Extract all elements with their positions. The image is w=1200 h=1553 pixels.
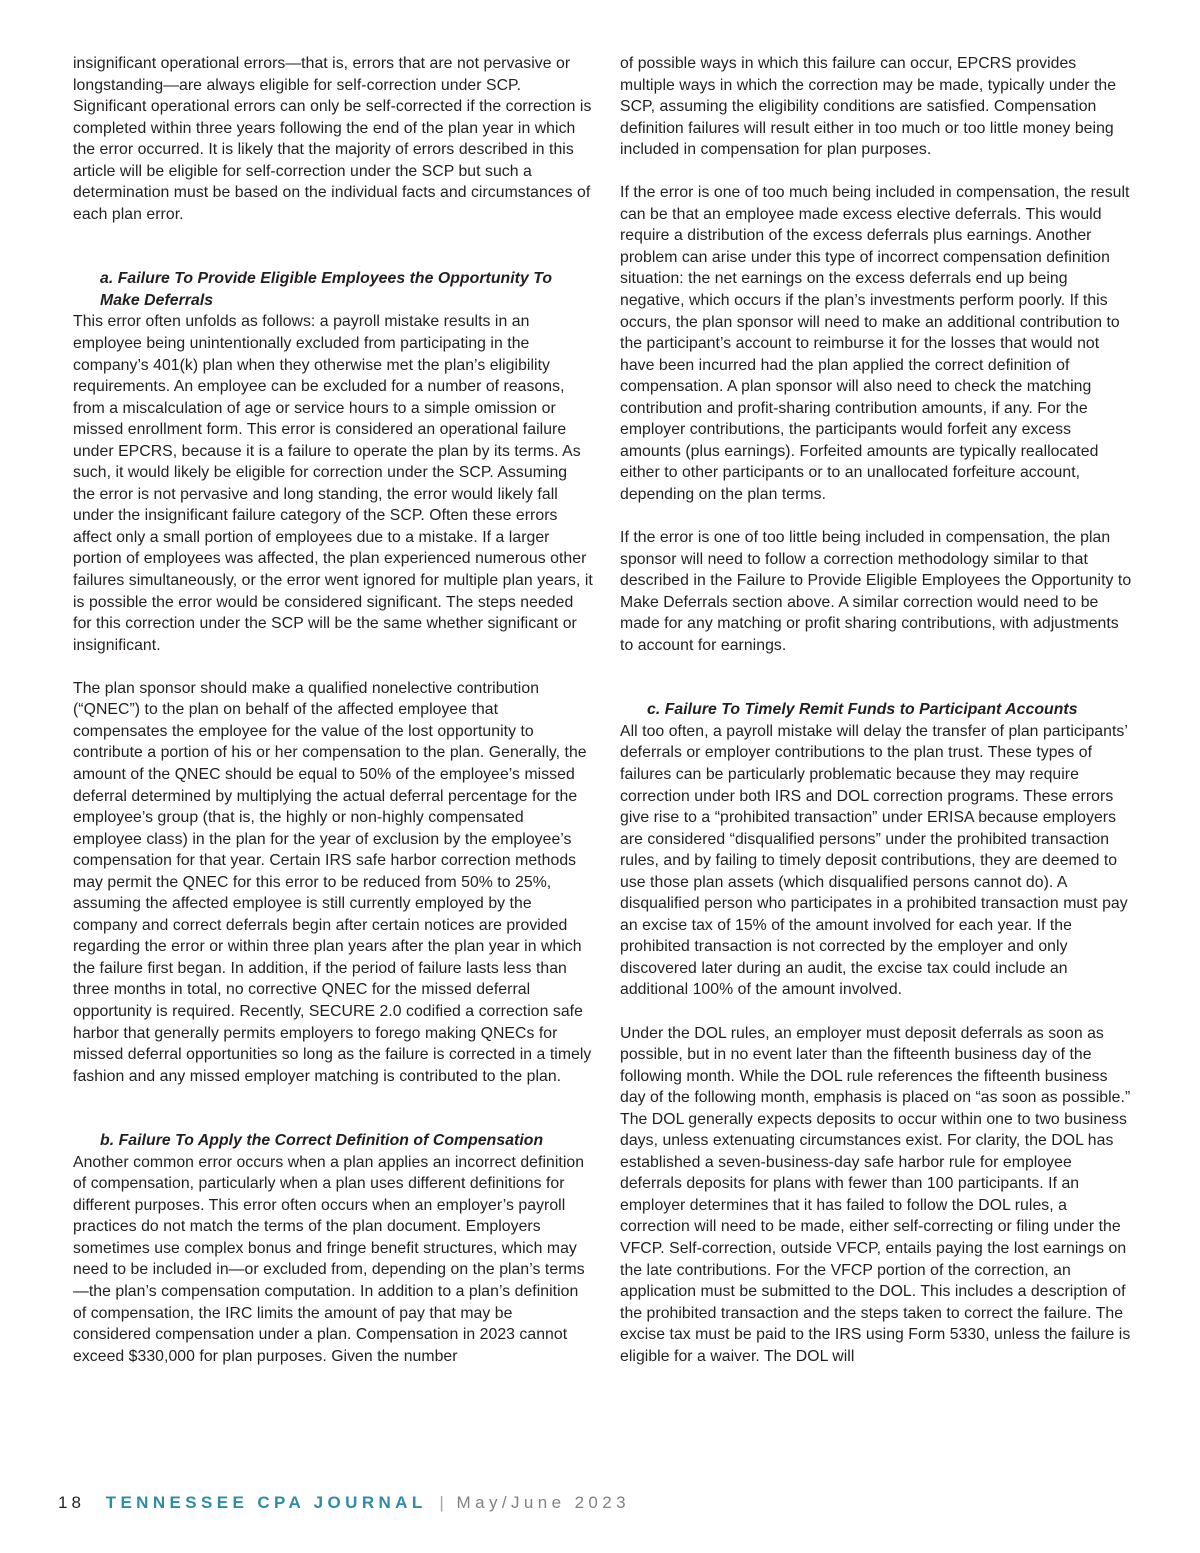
issue-date: May/June 2023 — [456, 1493, 630, 1512]
page-footer — [58, 1490, 630, 1516]
left-column — [73, 53, 593, 1367]
paragraph: All too often, a payroll mistake will delay the transfer of plan participants’ deferrals or employer contributions to the plan trust. These types of failures can be particularly problematic because they may require correction under both IRS and DOL correction programs. These errors give rise to a “prohibited transaction” under ERISA because employers are considered “disqualified persons” under the prohibited transaction rules, and by failing to timely deposit contributions, they are deemed to use those plan assets (which disqualified persons cannot do). A disqualified person who participates in a prohibited transaction must pay an excise tax of 15% of the amount involved for each year. If the prohibited transaction is not corrected by the employer and only discovered later during an audit, the excise tax could include an additional 100% of the amount involved. — [620, 722, 1128, 999]
paragraph: If the error is one of too much being included in compensation, the result can be that an employee made excess elective deferrals. This would require a distribution of the excess deferrals plus earnings. Another problem can arise under this type of incorrect compensation definition situation: the net earnings on the excess deferrals end up being negative, which occurs if the plan’s investments perform poorly. If this occurs, the plan sponsor will need to make an additional contribution to the participant’s account to reimburse it for the losses that would not have been incurred had the plan applied the correct definition of compensation. A plan sponsor will also need to check the matching contribution and profit-sharing contribution amounts, if any. For the employer contributions, the participants would forfeit any excess amounts (plus earnings). Forfeited amounts are typically reallocated either to other participants or to an unallocated forfeiture account, depending on the plan terms. — [620, 184, 1130, 503]
journal-name: TENNESSEE CPA JOURNAL — [105, 1493, 427, 1512]
paragraph: Under the DOL rules, an employer must deposit deferrals as soon as possible, but in no event later than the fifteenth business day of the following month. While the DOL rule references the fifteenth business day of the following month, emphasis is placed on “as soon as possible.” The DOL generally expects deposits to occur within one to two business days, unless extenuating circumstances exist. For clarity, the DOL has established a seven-business-day safe harbor rule for employee deferrals deposits for plans with fewer than 100 participants. If an employer determines that it has failed to follow the DOL rules, a correction will need to be made, either self-correcting or filing under the VFCP. Self-correction, outside VFCP, entails paying the lost earnings on the late contributions. For the VFCP portion of the correction, an application must be submitted to the DOL. This includes a description of the prohibited transaction and the steps taken to correct the failure. The excise tax must be paid to the IRS using Form 5330, unless the failure is eligible for a waiver. The DOL will — [620, 1024, 1131, 1365]
paragraph: insignificant operational errors—that is, errors that are not pervasive or longstanding—are always eligible for self-correction under SCP. Significant operational errors can only be self-corrected if the correction is completed within three years following the end of the plan year in which the error occurred. It is likely that the majority of errors described in this article will be eligible for self-correction under the SCP but such a determination must be based on the individual facts and circumstances of each plan error. — [73, 55, 592, 223]
section-heading-a: a. Failure To Provide Eligible Employees the Opportunity To Make Deferrals — [100, 270, 553, 309]
paragraph: The plan sponsor should make a qualified nonelective contribution (“QNEC”) to the plan on behalf of the affected employee that compensates the employee for the value of the lost opportunity to contribute a portion of his or her compensation to the plan. Generally, the amount of the QNEC should be equal to 50% of the employee’s missed deferral determined by multiplying the actual deferral percentage for the employee’s group (that is, the highly or non-highly compensated employee class) in the plan for the year of exclusion by the employee’s compensation for that year. Certain IRS safe harbor correction methods may permit the QNEC for this error to be reduced from 50% to 25%, assuming the affected employee is still currently employed by the company and correct deferrals begin after certain notices are provided regarding the error or within three plan years after the plan year in which the failure first began. In addition, if the period of failure lasts less than three months in total, no corrective QNEC for the missed deferral opportunity is required. Recently, SECURE 2.0 codified a correction safe harbor that generally permits employers to forego making QNECs for missed deferral opportunities so long as the failure is corrected in a timely fashion and any missed employer matching is contributed to the plan. — [73, 679, 592, 1085]
paragraph: If the error is one of too little being included in compensation, the plan sponsor will need to follow a correction methodology similar to that described in the Failure to Provide Eligible Employees the Opportunity to Make Deferrals section above. A similar correction would need to be made for any matching or profit sharing contributions, with adjustments to account for earnings. — [620, 529, 1132, 654]
paragraph: of possible ways in which this failure can occur, EPCRS provides multiple ways in which the correction may be made, typically under the SCP, assuming the eligibility conditions are satisfied. Compensation definition failures will result either in too much or too little money being included in compensation for plan purposes. — [620, 55, 1117, 159]
page-number: 18 — [58, 1493, 85, 1512]
footer-separator: | — [439, 1493, 444, 1512]
section-heading-c: c. Failure To Timely Remit Funds to Participant Accounts — [647, 701, 1078, 719]
paragraph: Another common error occurs when a plan applies an incorrect definition of compensation, particularly when a plan uses different definitions for different purposes. This error often occurs when an employer’s payroll practices do not match the terms of the plan document. Employers sometimes use complex bonus and fringe benefit structures, which may need to be included in—or excluded from, depending on the plan’s terms—the plan’s compensation computation. In addition to a plan’s definition of compensation, the IRC limits the amount of pay that may be considered compensation under a plan. Compensation in 2023 cannot exceed $330,000 for plan purposes. Given the number — [73, 1153, 585, 1365]
section-heading-b: b. Failure To Apply the Correct Definition of Compensation — [100, 1132, 544, 1150]
right-column — [620, 53, 1132, 1367]
paragraph: This error often unfolds as follows: a payroll mistake results in an employee being unintentionally excluded from participating in the company’s 401(k) plan when they otherwise met the plan’s eligibility requirements. An employee can be excluded for a number of reasons, from a miscalculation of age or service hours to a simple omission or missed enrollment form. This error is considered an operational failure under EPCRS, because it is a failure to operate the plan by its terms. As such, it would likely be eligible for correction under the SCP. Assuming the error is not pervasive and long standing, the error would likely fall under the insignificant failure category of the SCP. Often these errors affect only a small portion of employees due to a mistake. If a larger portion of employees was affected, the plan experienced numerous other failures simultaneously, or the error went ignored for multiple plan years, it is possible the error would be considered significant. The steps needed for this correction under the SCP will be the same whether significant or insignificant. — [73, 313, 593, 654]
